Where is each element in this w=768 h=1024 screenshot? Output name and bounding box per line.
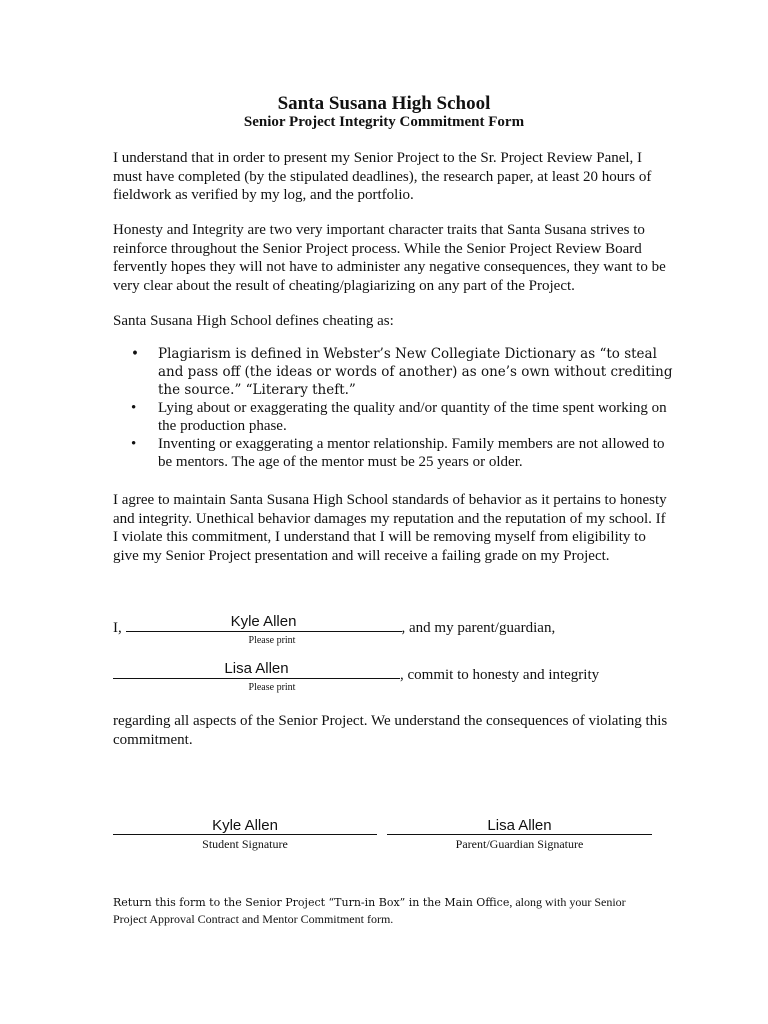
page-title: Santa Susana High School	[277, 93, 491, 114]
list-item	[113, 435, 673, 471]
bullet-icon: •	[131, 436, 137, 452]
student-signature-field[interactable]	[113, 814, 377, 835]
return-instructions-part1: Return this form to the Senior Project “Turn-in Box” in the Main Office	[113, 896, 510, 909]
agreement-paragraph: I agree to maintain Santa Susana High School standards of behavior as it pertains to honesty and integrity. Unethical behavior damages my reputation and the reputation of my school. If I violate this commitment, I understand that I will be removing myself from eligibility to give my Senior Project presentation and will receive a failing grade on my Project.	[113, 492, 667, 564]
row-suffix: , commit to honesty and integrity	[400, 667, 600, 683]
return-instructions	[113, 894, 653, 927]
parent-signature-field[interactable]	[387, 814, 652, 835]
row-prefix: I,	[113, 620, 122, 636]
student-name-caption: Please print	[248, 635, 296, 646]
parent-name-value: Lisa Allen	[224, 660, 289, 677]
cheating-definition-intro: Santa Susana High School defines cheating as:	[113, 313, 394, 329]
bullet-icon: •	[131, 400, 137, 416]
student-name-row	[113, 613, 556, 637]
parent-name-field[interactable]	[113, 660, 400, 679]
parent-signature-label: Parent/Guardian Signature	[455, 837, 584, 851]
cheating-definition-list	[113, 345, 673, 471]
student-name-value: Kyle Allen	[230, 613, 297, 630]
integrity-paragraph: Honesty and Integrity are two very important character traits that Santa Susana strives to reinforce throughout the Senior Project process. While the Senior Project Review Board fervently hopes they will not have to administer any negative consequences, they want to be very clear about the result of cheating/plagiarizing on any part of the Project.	[113, 222, 666, 294]
parent-name-row	[113, 660, 600, 684]
list-item	[113, 345, 673, 399]
row-suffix: , and my parent/guardian,	[401, 620, 556, 636]
list-item-text: Inventing or exaggerating a mentor relationship. Family members are not allowed to be mentors. The age of the mentor must be 25 years or older.	[158, 436, 665, 470]
return-instructions-part2: , along with your Senior Project Approval Contract and Mentor Commitment form.	[113, 895, 626, 926]
list-item-text: Plagiarism is defined in Webster’s New Collegiate Dictionary as “to steal and pass off (the ideas or words of another) as one’s own without crediting the source.” “Literary theft.”	[158, 346, 673, 398]
requirements-paragraph: I understand that in order to present my Senior Project to the Sr. Project Review Panel, I must have completed (by the stipulated deadlines), the research paper, at least 20 hours of fieldwork as verified by my log, and the portfolio.	[113, 150, 652, 203]
bullet-icon: •	[131, 346, 139, 362]
student-signature-label: Student Signature	[202, 837, 288, 851]
parent-name-caption: Please print	[248, 682, 296, 693]
student-name-field[interactable]	[126, 613, 402, 632]
list-item-text: Lying about or exaggerating the quality and/or quantity of the time spent working on the production phase.	[158, 400, 667, 434]
list-item	[113, 399, 673, 435]
commitment-paragraph: regarding all aspects of the Senior Project. We understand the consequences of violating this commitment.	[113, 713, 668, 748]
form-subtitle: Senior Project Integrity Commitment Form	[243, 114, 525, 130]
parent-signature-value: Lisa Allen	[487, 817, 552, 834]
student-signature-value: Kyle Allen	[212, 817, 278, 834]
